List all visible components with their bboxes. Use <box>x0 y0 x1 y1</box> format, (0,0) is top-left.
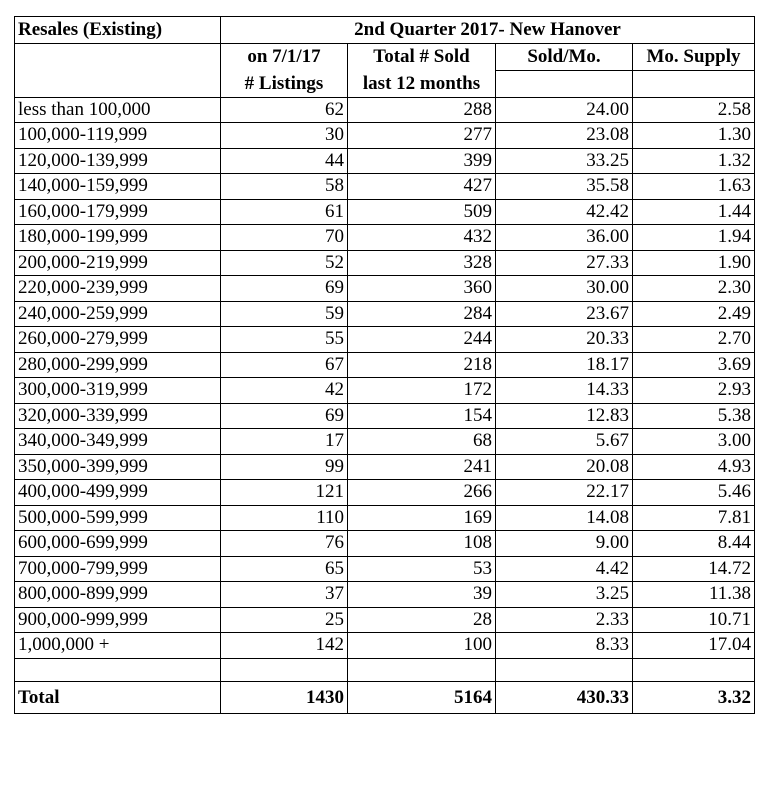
table-row <box>15 582 755 608</box>
header-row-columns-line1 <box>15 44 755 71</box>
month-supply-cell: 2.70 <box>633 327 755 353</box>
price-range-cell: 180,000-199,999 <box>15 225 221 251</box>
total-sold-cell: 277 <box>348 123 496 149</box>
total-month-supply: 3.32 <box>633 681 755 713</box>
price-range-cell: 500,000-599,999 <box>15 505 221 531</box>
total-sold-cell: 169 <box>348 505 496 531</box>
table-row <box>15 531 755 557</box>
total-row <box>15 681 755 713</box>
month-supply-cell: 2.93 <box>633 378 755 404</box>
price-range-cell: 800,000-899,999 <box>15 582 221 608</box>
table-row <box>15 505 755 531</box>
price-range-cell: 240,000-259,999 <box>15 301 221 327</box>
sold-per-month-cell: 14.08 <box>496 505 633 531</box>
listings-cell: 65 <box>221 556 348 582</box>
sold-per-month-cell: 9.00 <box>496 531 633 557</box>
month-supply-cell: 3.00 <box>633 429 755 455</box>
price-range-cell: 100,000-119,999 <box>15 123 221 149</box>
price-range-cell: 600,000-699,999 <box>15 531 221 557</box>
listings-cell: 17 <box>221 429 348 455</box>
listings-cell: 42 <box>221 378 348 404</box>
sold-per-month-cell: 20.08 <box>496 454 633 480</box>
listings-cell: 59 <box>221 301 348 327</box>
col-header-month-supply: Mo. Supply <box>633 44 755 71</box>
total-sold-cell: 53 <box>348 556 496 582</box>
col-subheader-sold-per-month <box>496 71 633 98</box>
sold-per-month-cell: 42.42 <box>496 199 633 225</box>
listings-cell: 58 <box>221 174 348 200</box>
listings-cell: 110 <box>221 505 348 531</box>
price-range-cell: 160,000-179,999 <box>15 199 221 225</box>
total-sold-cell: 154 <box>348 403 496 429</box>
listings-cell: 52 <box>221 250 348 276</box>
month-supply-cell: 1.32 <box>633 148 755 174</box>
price-range-cell: 320,000-339,999 <box>15 403 221 429</box>
table-row <box>15 174 755 200</box>
table-row <box>15 97 755 123</box>
corner-label: Resales (Existing) <box>15 17 221 44</box>
table-row <box>15 633 755 659</box>
table-row <box>15 480 755 506</box>
sold-per-month-cell: 23.08 <box>496 123 633 149</box>
table-row <box>15 301 755 327</box>
total-sold-cell: 399 <box>348 148 496 174</box>
table-row <box>15 403 755 429</box>
sold-per-month-cell: 4.42 <box>496 556 633 582</box>
month-supply-cell: 2.30 <box>633 276 755 302</box>
header-row-title <box>15 17 755 44</box>
listings-cell: 30 <box>221 123 348 149</box>
total-sold-cell: 39 <box>348 582 496 608</box>
total-sold-cell: 328 <box>348 250 496 276</box>
sold-per-month-cell: 3.25 <box>496 582 633 608</box>
listings-cell: 99 <box>221 454 348 480</box>
month-supply-cell: 2.58 <box>633 97 755 123</box>
price-range-cell: 1,000,000 + <box>15 633 221 659</box>
month-supply-cell: 17.04 <box>633 633 755 659</box>
month-supply-cell: 1.63 <box>633 174 755 200</box>
price-range-cell: 400,000-499,999 <box>15 480 221 506</box>
header-empty-cell <box>15 71 221 98</box>
listings-cell: 55 <box>221 327 348 353</box>
sold-per-month-cell: 12.83 <box>496 403 633 429</box>
total-sold-cell: 432 <box>348 225 496 251</box>
blank-cell <box>221 658 348 681</box>
total-sold-cell: 244 <box>348 327 496 353</box>
col-subheader-listings: # Listings <box>221 71 348 98</box>
table-row <box>15 327 755 353</box>
sold-per-month-cell: 5.67 <box>496 429 633 455</box>
listings-cell: 37 <box>221 582 348 608</box>
month-supply-cell: 1.94 <box>633 225 755 251</box>
price-range-cell: less than 100,000 <box>15 97 221 123</box>
listings-cell: 142 <box>221 633 348 659</box>
sold-per-month-cell: 20.33 <box>496 327 633 353</box>
month-supply-cell: 14.72 <box>633 556 755 582</box>
price-range-cell: 260,000-279,999 <box>15 327 221 353</box>
price-range-cell: 700,000-799,999 <box>15 556 221 582</box>
listings-cell: 70 <box>221 225 348 251</box>
month-supply-cell: 1.90 <box>633 250 755 276</box>
listings-cell: 61 <box>221 199 348 225</box>
listings-cell: 44 <box>221 148 348 174</box>
month-supply-cell: 2.49 <box>633 301 755 327</box>
price-range-cell: 200,000-219,999 <box>15 250 221 276</box>
month-supply-cell: 8.44 <box>633 531 755 557</box>
total-sold-cell: 100 <box>348 633 496 659</box>
listings-cell: 67 <box>221 352 348 378</box>
month-supply-cell: 5.38 <box>633 403 755 429</box>
blank-cell <box>15 658 221 681</box>
resales-table <box>14 16 755 714</box>
table-row <box>15 148 755 174</box>
total-sold-cell: 108 <box>348 531 496 557</box>
total-listings: 1430 <box>221 681 348 713</box>
sold-per-month-cell: 24.00 <box>496 97 633 123</box>
month-supply-cell: 1.30 <box>633 123 755 149</box>
blank-cell <box>496 658 633 681</box>
price-range-cell: 340,000-349,999 <box>15 429 221 455</box>
total-sold-cell: 284 <box>348 301 496 327</box>
month-supply-cell: 3.69 <box>633 352 755 378</box>
total-sold-cell: 241 <box>348 454 496 480</box>
group-header: 2nd Quarter 2017- New Hanover <box>221 17 755 44</box>
blank-cell <box>348 658 496 681</box>
col-header-total-sold: Total # Sold <box>348 44 496 71</box>
col-header-sold-per-month: Sold/Mo. <box>496 44 633 71</box>
listings-cell: 69 <box>221 403 348 429</box>
price-range-cell: 280,000-299,999 <box>15 352 221 378</box>
price-range-cell: 900,000-999,999 <box>15 607 221 633</box>
total-sold-cell: 360 <box>348 276 496 302</box>
blank-row <box>15 658 755 681</box>
price-range-cell: 140,000-159,999 <box>15 174 221 200</box>
month-supply-cell: 5.46 <box>633 480 755 506</box>
month-supply-cell: 11.38 <box>633 582 755 608</box>
listings-cell: 69 <box>221 276 348 302</box>
sold-per-month-cell: 33.25 <box>496 148 633 174</box>
sold-per-month-cell: 35.58 <box>496 174 633 200</box>
blank-cell <box>633 658 755 681</box>
total-sold-cell: 28 <box>348 607 496 633</box>
sold-per-month-cell: 8.33 <box>496 633 633 659</box>
total-sold-cell: 266 <box>348 480 496 506</box>
table-row <box>15 276 755 302</box>
sold-per-month-cell: 30.00 <box>496 276 633 302</box>
table-row <box>15 607 755 633</box>
month-supply-cell: 10.71 <box>633 607 755 633</box>
header-row-columns-line2 <box>15 71 755 98</box>
table-row <box>15 556 755 582</box>
total-sold-cell: 172 <box>348 378 496 404</box>
total-label: Total <box>15 681 221 713</box>
listings-cell: 62 <box>221 97 348 123</box>
total-sold-per-month: 430.33 <box>496 681 633 713</box>
price-range-cell: 220,000-239,999 <box>15 276 221 302</box>
total-sold-cell: 68 <box>348 429 496 455</box>
month-supply-cell: 1.44 <box>633 199 755 225</box>
sold-per-month-cell: 27.33 <box>496 250 633 276</box>
table-row <box>15 225 755 251</box>
sold-per-month-cell: 2.33 <box>496 607 633 633</box>
table-row <box>15 123 755 149</box>
total-sold-cell: 427 <box>348 174 496 200</box>
total-sold: 5164 <box>348 681 496 713</box>
month-supply-cell: 4.93 <box>633 454 755 480</box>
price-range-cell: 120,000-139,999 <box>15 148 221 174</box>
total-sold-cell: 509 <box>348 199 496 225</box>
month-supply-cell: 7.81 <box>633 505 755 531</box>
table-row <box>15 352 755 378</box>
sold-per-month-cell: 23.67 <box>496 301 633 327</box>
table-row <box>15 454 755 480</box>
price-range-cell: 350,000-399,999 <box>15 454 221 480</box>
table-row <box>15 378 755 404</box>
table-row <box>15 429 755 455</box>
sold-per-month-cell: 14.33 <box>496 378 633 404</box>
total-sold-cell: 288 <box>348 97 496 123</box>
sold-per-month-cell: 18.17 <box>496 352 633 378</box>
listings-cell: 76 <box>221 531 348 557</box>
listings-cell: 121 <box>221 480 348 506</box>
col-header-listings: on 7/1/17 <box>221 44 348 71</box>
col-subheader-total-sold: last 12 months <box>348 71 496 98</box>
sold-per-month-cell: 22.17 <box>496 480 633 506</box>
table-row <box>15 199 755 225</box>
col-subheader-month-supply <box>633 71 755 98</box>
total-sold-cell: 218 <box>348 352 496 378</box>
sold-per-month-cell: 36.00 <box>496 225 633 251</box>
table-row <box>15 250 755 276</box>
listings-cell: 25 <box>221 607 348 633</box>
header-empty-cell <box>15 44 221 71</box>
price-range-cell: 300,000-319,999 <box>15 378 221 404</box>
